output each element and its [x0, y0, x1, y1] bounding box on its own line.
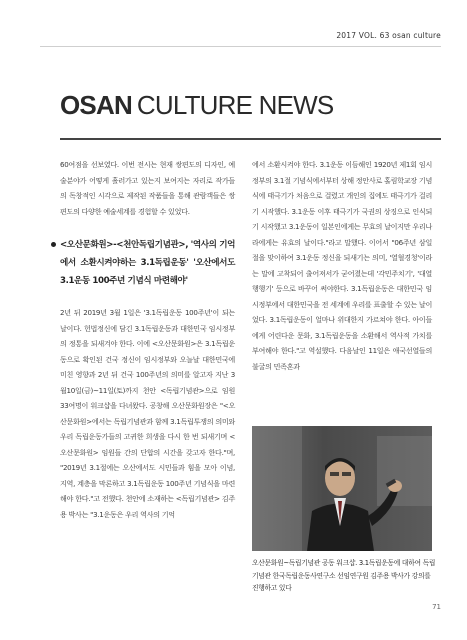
- right-column: [252, 157, 432, 374]
- body-paragraph: 2년 뒤 2019년 3월 1일은 '3.1독립운동 100주년'이 되는 날이다. 헌법정신에 담긴 3.1독립운동과 대한민국 임시정부의 정통을 되새겨야 한다. 이에 <오산문화원>은 3.1독립운동으로 확인된 건국 정신이 임시정부와 오늘날 대한민국에 미친 영향과 2년 뒤 건국 100주년의 의미를 알고자 지난 3월10일(금)~11일(토)까지 천안 <독립기념관>으로 임원 33여명이 워크샵을 다녀왔다. 공창해 오산문화원장은 "<오산문화원>에서는 독립기념관과 함께 3.1독립투쟁의 의미와 우리 독립운동가들의 고귀한 희생을 다시 한 번 되새기며 <오산문화원> 임원들 간의 단합의 시간을 갖고자 한다."며, "2019년 3.1절에는 오산에서도 시민들과 힘을 모아 이념, 지역, 계층을 막론하고 3.1독립운동 100주년 기념식을 마련해야 한다."고 전했다. 천안에 소재하는 <독립기념관> 김주용 박사는 "3.1운동은 우리 역사의 기억: [60, 308, 235, 519]
- title-divider: [60, 138, 441, 140]
- right-body-paragraph: 에서 소환시켜야 한다. 3.1운동 이듬해인 1920년 제1회 임시정부의 3.1절 기념식에서부터 상해 정안사로 홀림학교장 기념식에 태극기가 처음으로 걸렸고 개인의 집에도 태극기가 걸리기 시작했다. 3.1운동 이후 태극기가 국권의 상징으로 인식되기 시작했고 3.1운동이 일본인에게는 무효의 날이지만 우리나라에게는 유효의 날이다."라고 말했다. 이어서 "06주년 삼일절을 맞이하여 3.1운동 정신을 되새기는 의미, '열혈경청'이라는 말에 고착되어 출어져서가 굳어졌는데 '각민주치기', '대열행행기' 등으로 바꾸어 써야한다. 3.1독립운동은 대한민국 임시정부에서 대한민국을 전 세계에 우리를 표출할 수 있는 날이었다. 3.1독립운동이 얼마나 위대한지 가르쳐야 한다. 아이들에게 어린다운 문화, 3.1독립운동을 소환해서 역사적 가치를 부여해야 한다."고 역설했다. 다음날인 11일은 애국선열들의 불굴의 민족혼과: [252, 160, 432, 371]
- article-headline-text: <오산문화원>-<천안독립기념관>, '역사의 기억에서 소환시켜야하는 3.1독립운동' '오산에서도 3.1운동 100주년 기념식 마련해야': [60, 240, 235, 286]
- workshop-photo: [252, 426, 432, 551]
- bullet-icon: [51, 242, 56, 247]
- header-divider: [40, 46, 441, 47]
- page-number: 71: [432, 603, 441, 611]
- section-title-rest: CULTURE NEWS: [136, 90, 334, 120]
- photo-caption: 오산문화원~독립기념관 공동 워크샵. 3.1독립운동에 대하여 독립기념관 한국독립운동사연구소 선임연구원 김주용 박사가 강의를 진행하고 있다: [252, 559, 436, 592]
- issue-label: 2017 VOL. 63 osan culture: [336, 31, 441, 40]
- section-title-bold: OSAN: [60, 90, 132, 120]
- intro-paragraph: 60여점을 선보였다. 이번 전시는 현재 쌍편도의 디자인, 예술분야가 어떻게 흘러가고 있는지 보여지는 자리로 작가들의 독창적인 시각으로 제작된 작품들을 통해 관람객들은 쌍편도의 다양한 예술세계를 경험할 수 있었다.: [60, 160, 235, 216]
- article-headline: [60, 236, 235, 290]
- section-title: [60, 90, 333, 121]
- left-column: [60, 157, 235, 522]
